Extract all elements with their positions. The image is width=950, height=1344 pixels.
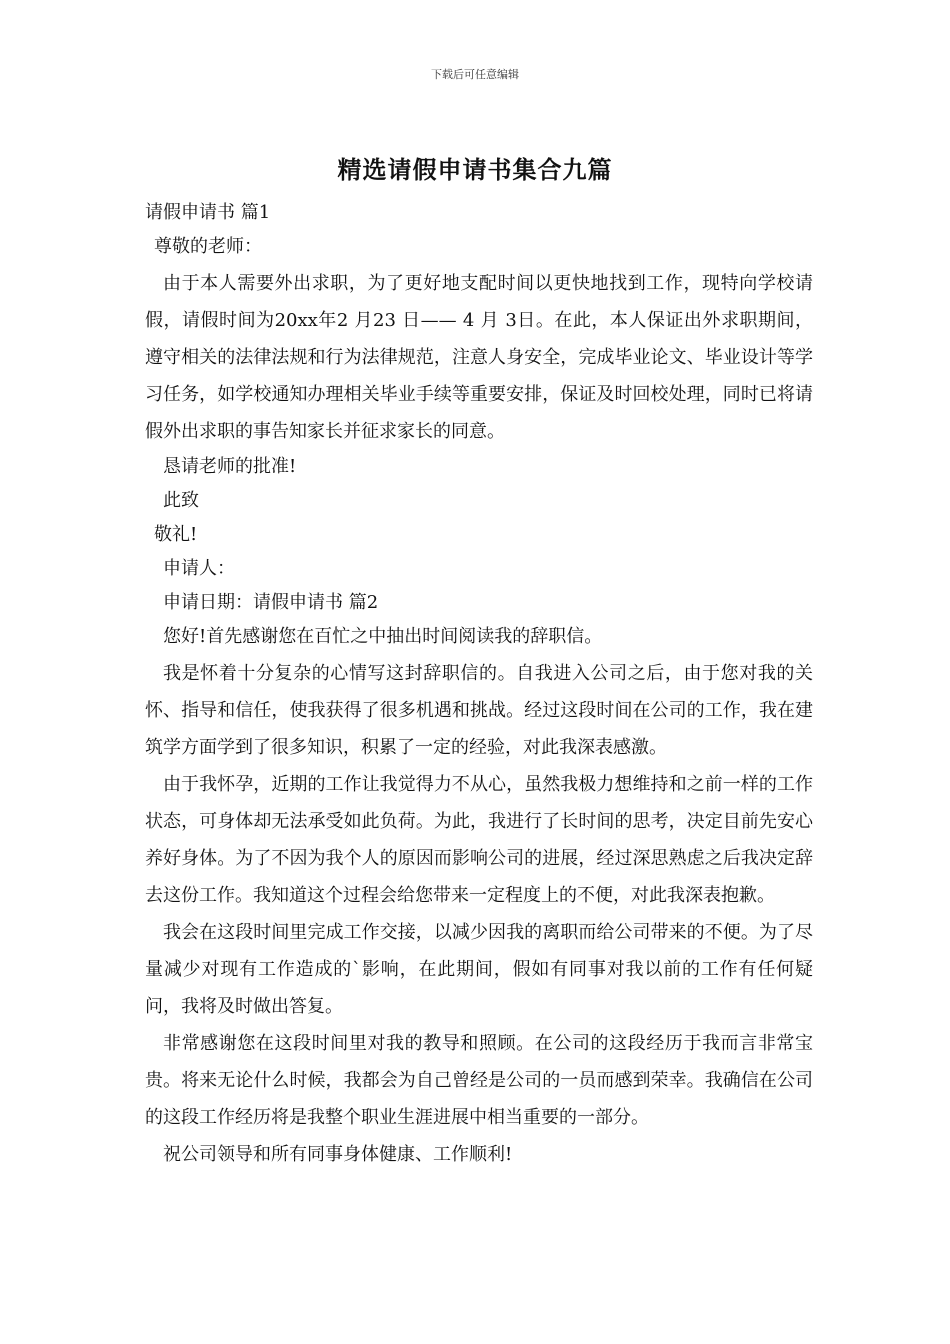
request-approval: 恳请老师的批准! [163,456,297,477]
paragraph-1: 我是怀着十分复杂的心情写这封辞职信的。自我进入公司之后，由于您对我的关怀、指导和信任，使我获得了很多机遇和挑战。经过这段时间在公司的工作，我在建筑学方面学到了很多知识，积累了一定的经验，对此我深表感激。 [145,663,813,758]
date-and-section-heading-2: 申请日期：请假申请书 篇2 [163,592,379,613]
document-body [145,196,813,1173]
paragraph-leave-request: 由于本人需要外出求职，为了更好地支配时间以更快地找到工作，现特向学校请假，请假时间为20xx年2 月23 日—— 4 月 3日。在此，本人保证出外求职期间，遵守相关的法律法规和行为法律规范，注意人身安全，完成毕业论文、毕业设计等学习任务，如学校通知办理相关毕业手续等重要安排，保证及时回校处理，同时已将请假外出求职的事告知家长并征求家长的同意。 [145,273,813,442]
paragraph-3: 我会在这段时间里完成工作交接，以减少因我的离职而给公司带来的不便。为了尽量减少对现有工作造成的`影响，在此期间，假如有同事对我以前的工作有任何疑问，我将及时做出答复。 [145,922,813,1017]
document-title: 精选请假申请书集合九篇 [337,155,613,184]
section-heading-1: 请假申请书 篇1 [145,202,271,223]
greeting-line: 您好!首先感谢您在百忙之中抽出时间阅读我的辞职信。 [163,626,603,647]
applicant-line: 申请人： [163,558,235,579]
paragraph-2: 由于我怀孕，近期的工作让我觉得力不从心，虽然我极力想维持和之前一样的工作状态，可身体却无法承受如此负荷。为此，我进行了长时间的思考，决定目前先安心养好身体。为了不因为我个人的原因而影响公司的进展，经过深思熟虑之后我决定辞去这份工作。我知道这个过程会给您带来一定程度上的不便，对此我深表抱歉。 [145,774,813,906]
salutation: 尊敬的老师： [154,236,262,257]
paragraph-5: 祝公司领导和所有同事身体健康、工作顺利! [163,1144,513,1165]
paragraph-4: 非常感谢您在这段时间里对我的教导和照顾。在公司的这段经历于我而言非常宝贵。将来无论什么时候，我都会为自己曾经是公司的一员而感到荣幸。我确信在公司的这段工作经历将是我整个职业生涯进展中相当重要的一部分。 [145,1033,813,1128]
page-header-note: 下载后可任意编辑 [431,68,519,81]
closing-line-1: 此致 [163,490,199,511]
closing-line-2: 敬礼! [154,524,198,545]
